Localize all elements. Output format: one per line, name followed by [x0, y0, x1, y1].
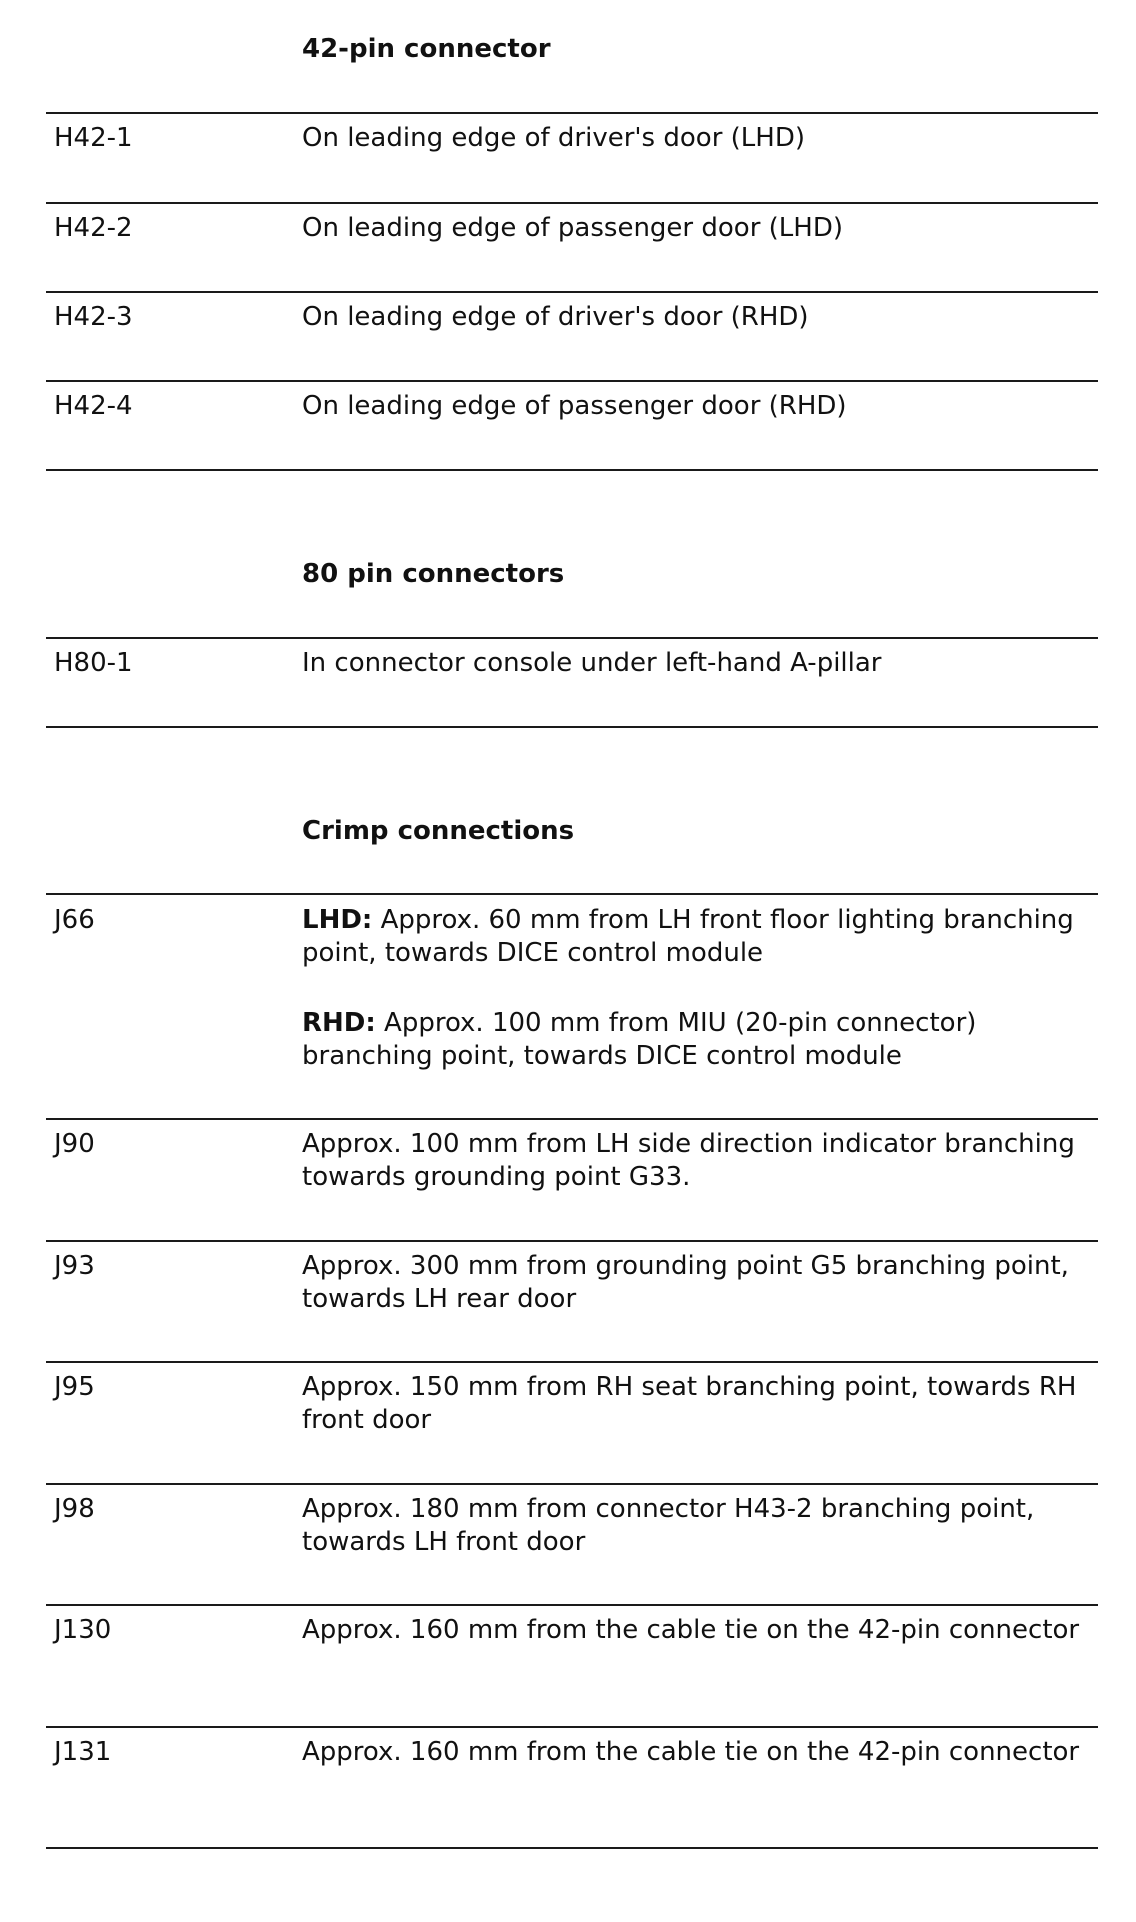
connection-id: J131	[54, 1737, 112, 1767]
section-heading-crimp: Crimp connections	[302, 816, 575, 846]
connector-id: H42-4	[54, 391, 133, 421]
table-rule	[46, 291, 1098, 293]
table-rule	[46, 380, 1098, 382]
connector-id: H42-3	[54, 302, 133, 332]
connector-id: H42-1	[54, 123, 133, 153]
connection-location	[302, 904, 1102, 1073]
connector-location: On leading edge of driver's door (RHD)	[302, 302, 809, 332]
table-rule	[46, 202, 1098, 204]
rhd-label: RHD:	[302, 1008, 376, 1038]
connection-location: Approx. 150 mm from RH seat branching point, towards RH front door	[302, 1372, 1077, 1435]
connection-id: J98	[54, 1494, 95, 1524]
connector-location: In connector console under left-hand A-pillar	[302, 648, 882, 678]
connection-location: Approx. 180 mm from connector H43-2 branching point, towards LH front door	[302, 1494, 1035, 1557]
lhd-text: Approx. 60 mm from LH front floor lighting branching point, towards DICE control module	[302, 905, 1074, 968]
connection-location: Approx. 160 mm from the cable tie on the 42-pin connector	[302, 1737, 1080, 1767]
table-rule	[46, 1726, 1098, 1728]
table-rule	[46, 1118, 1098, 1120]
table-rule	[46, 469, 1098, 471]
connection-id: J66	[54, 905, 95, 935]
lhd-label: LHD:	[302, 905, 373, 935]
table-rule	[46, 726, 1098, 728]
connection-location: Approx. 160 mm from the cable tie on the 42-pin connector	[302, 1615, 1080, 1645]
connector-location: On leading edge of passenger door (RHD)	[302, 391, 847, 421]
table-rule	[46, 1240, 1098, 1242]
rhd-note	[302, 1007, 1102, 1073]
connection-location: Approx. 300 mm from grounding point G5 branching point, towards LH rear door	[302, 1251, 1069, 1314]
rhd-text: Approx. 100 mm from MIU (20-pin connector) branching point, towards DICE control module	[302, 1008, 977, 1071]
table-rule	[46, 1483, 1098, 1485]
section-heading-42-pin: 42-pin connector	[302, 34, 551, 64]
connector-id: H80-1	[54, 648, 133, 678]
connector-id: H42-2	[54, 213, 133, 243]
table-rule	[46, 1361, 1098, 1363]
connector-location: On leading edge of driver's door (LHD)	[302, 123, 805, 153]
connection-id: J90	[54, 1129, 95, 1159]
lhd-note	[302, 904, 1102, 970]
table-rule	[46, 1847, 1098, 1849]
table-rule	[46, 112, 1098, 114]
connection-location: Approx. 100 mm from LH side direction indicator branching towards grounding point G33.	[302, 1129, 1075, 1192]
table-rule	[46, 637, 1098, 639]
table-rule	[46, 893, 1098, 895]
connection-id: J95	[54, 1372, 95, 1402]
connection-id: J93	[54, 1251, 95, 1281]
table-rule	[46, 1604, 1098, 1606]
section-heading-80-pin: 80 pin connectors	[302, 559, 565, 589]
connection-id: J130	[54, 1615, 112, 1645]
connector-location: On leading edge of passenger door (LHD)	[302, 213, 843, 243]
